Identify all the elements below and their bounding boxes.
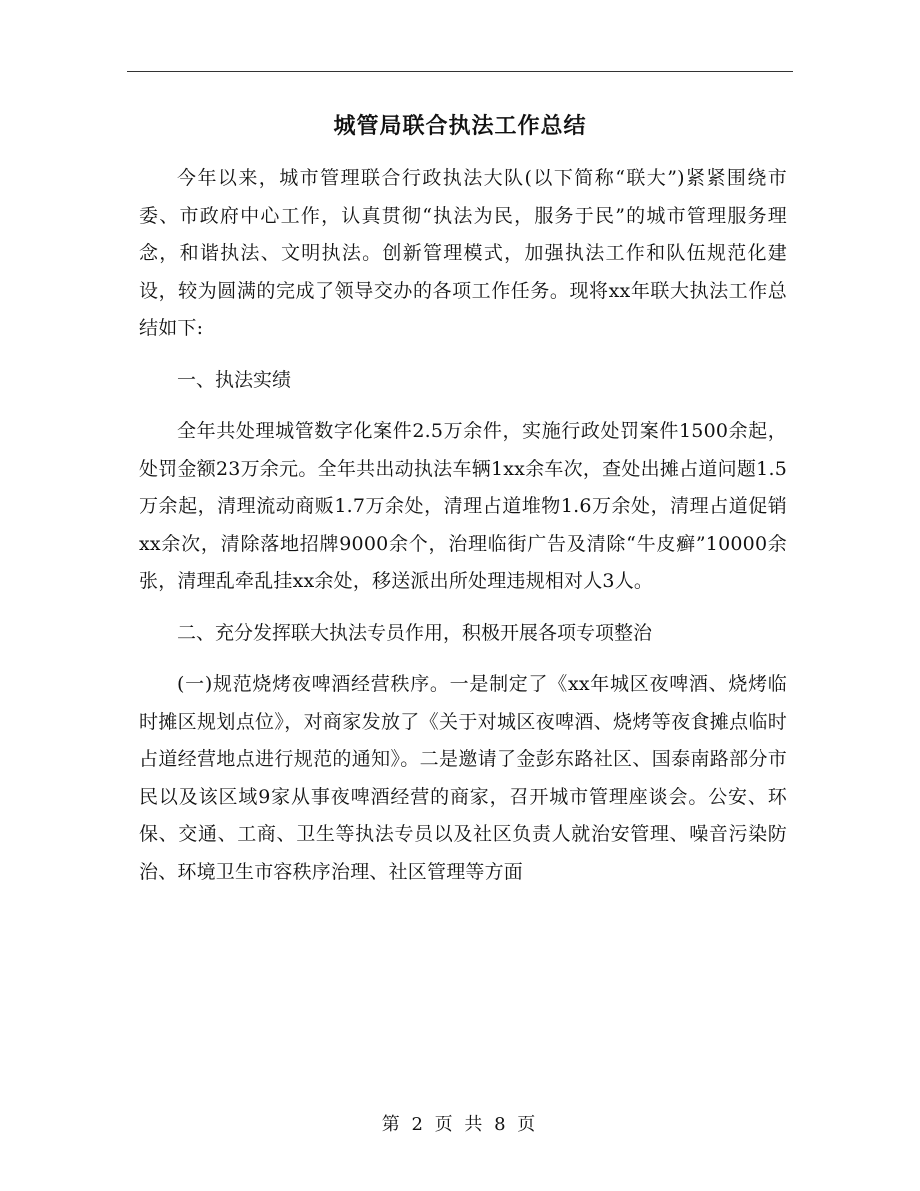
section-heading-2: 二、充分发挥联大执法专员作用，积极开展各项专项整治 [177,621,653,644]
bbq-regulation-paragraph: (一)规范烧烤夜啤酒经营秩序。一是制定了《xx年城区夜啤酒、烧烤临时摊区规划点位》，对商家发放了《关于对城区夜啤酒、烧烤等夜食摊点临时占道经营地点进行规范的通知》。二是邀请了金彭东路社区、国泰南路部分市民以及该区域9家从事夜啤酒经营的商家，召开城市管理座谈会。公安、环保、交通、工商、卫生等执法专员以及社区负责人就治安管理、噪音污染防治、环境卫生市容秩序治理、社区管理等方面 [139,673,787,883]
page-number-footer: 第 2 页 共 8 页 [381,1114,539,1135]
document-body [139,160,787,891]
intro-paragraph: 今年以来，城市管理联合行政执法大队(以下简称“联大”)紧紧围绕市委、市政府中心工作，认真贯彻“执法为民，服务于民”的城市管理服务理念，和谐执法、文明执法。创新管理模式，加强执法工作和队伍规范化建设，较为圆满的完成了领导交办的各项工作任务。现将xx年联大执法工作总结如下: [139,167,787,339]
section-heading-1: 一、执法实绩 [177,368,292,391]
header-rule [127,71,793,72]
document-title: 城管局联合执法工作总结 [333,113,587,139]
results-paragraph: 全年共处理城管数字化案件2.5万余件，实施行政处罚案件1500余起，处罚金额23万余元。全年共出动执法车辆1xx余车次，查处出摊占道问题1.5万余起，清理流动商贩1.7万余处，清理占道堆物1.6万余处，清理占道促销xx余次，清除落地招牌9000余个，治理临街广告及清除“牛皮癣”10000余张，清理乱牵乱挂xx余处，移送派出所处理违规相对人3人。 [139,420,787,592]
